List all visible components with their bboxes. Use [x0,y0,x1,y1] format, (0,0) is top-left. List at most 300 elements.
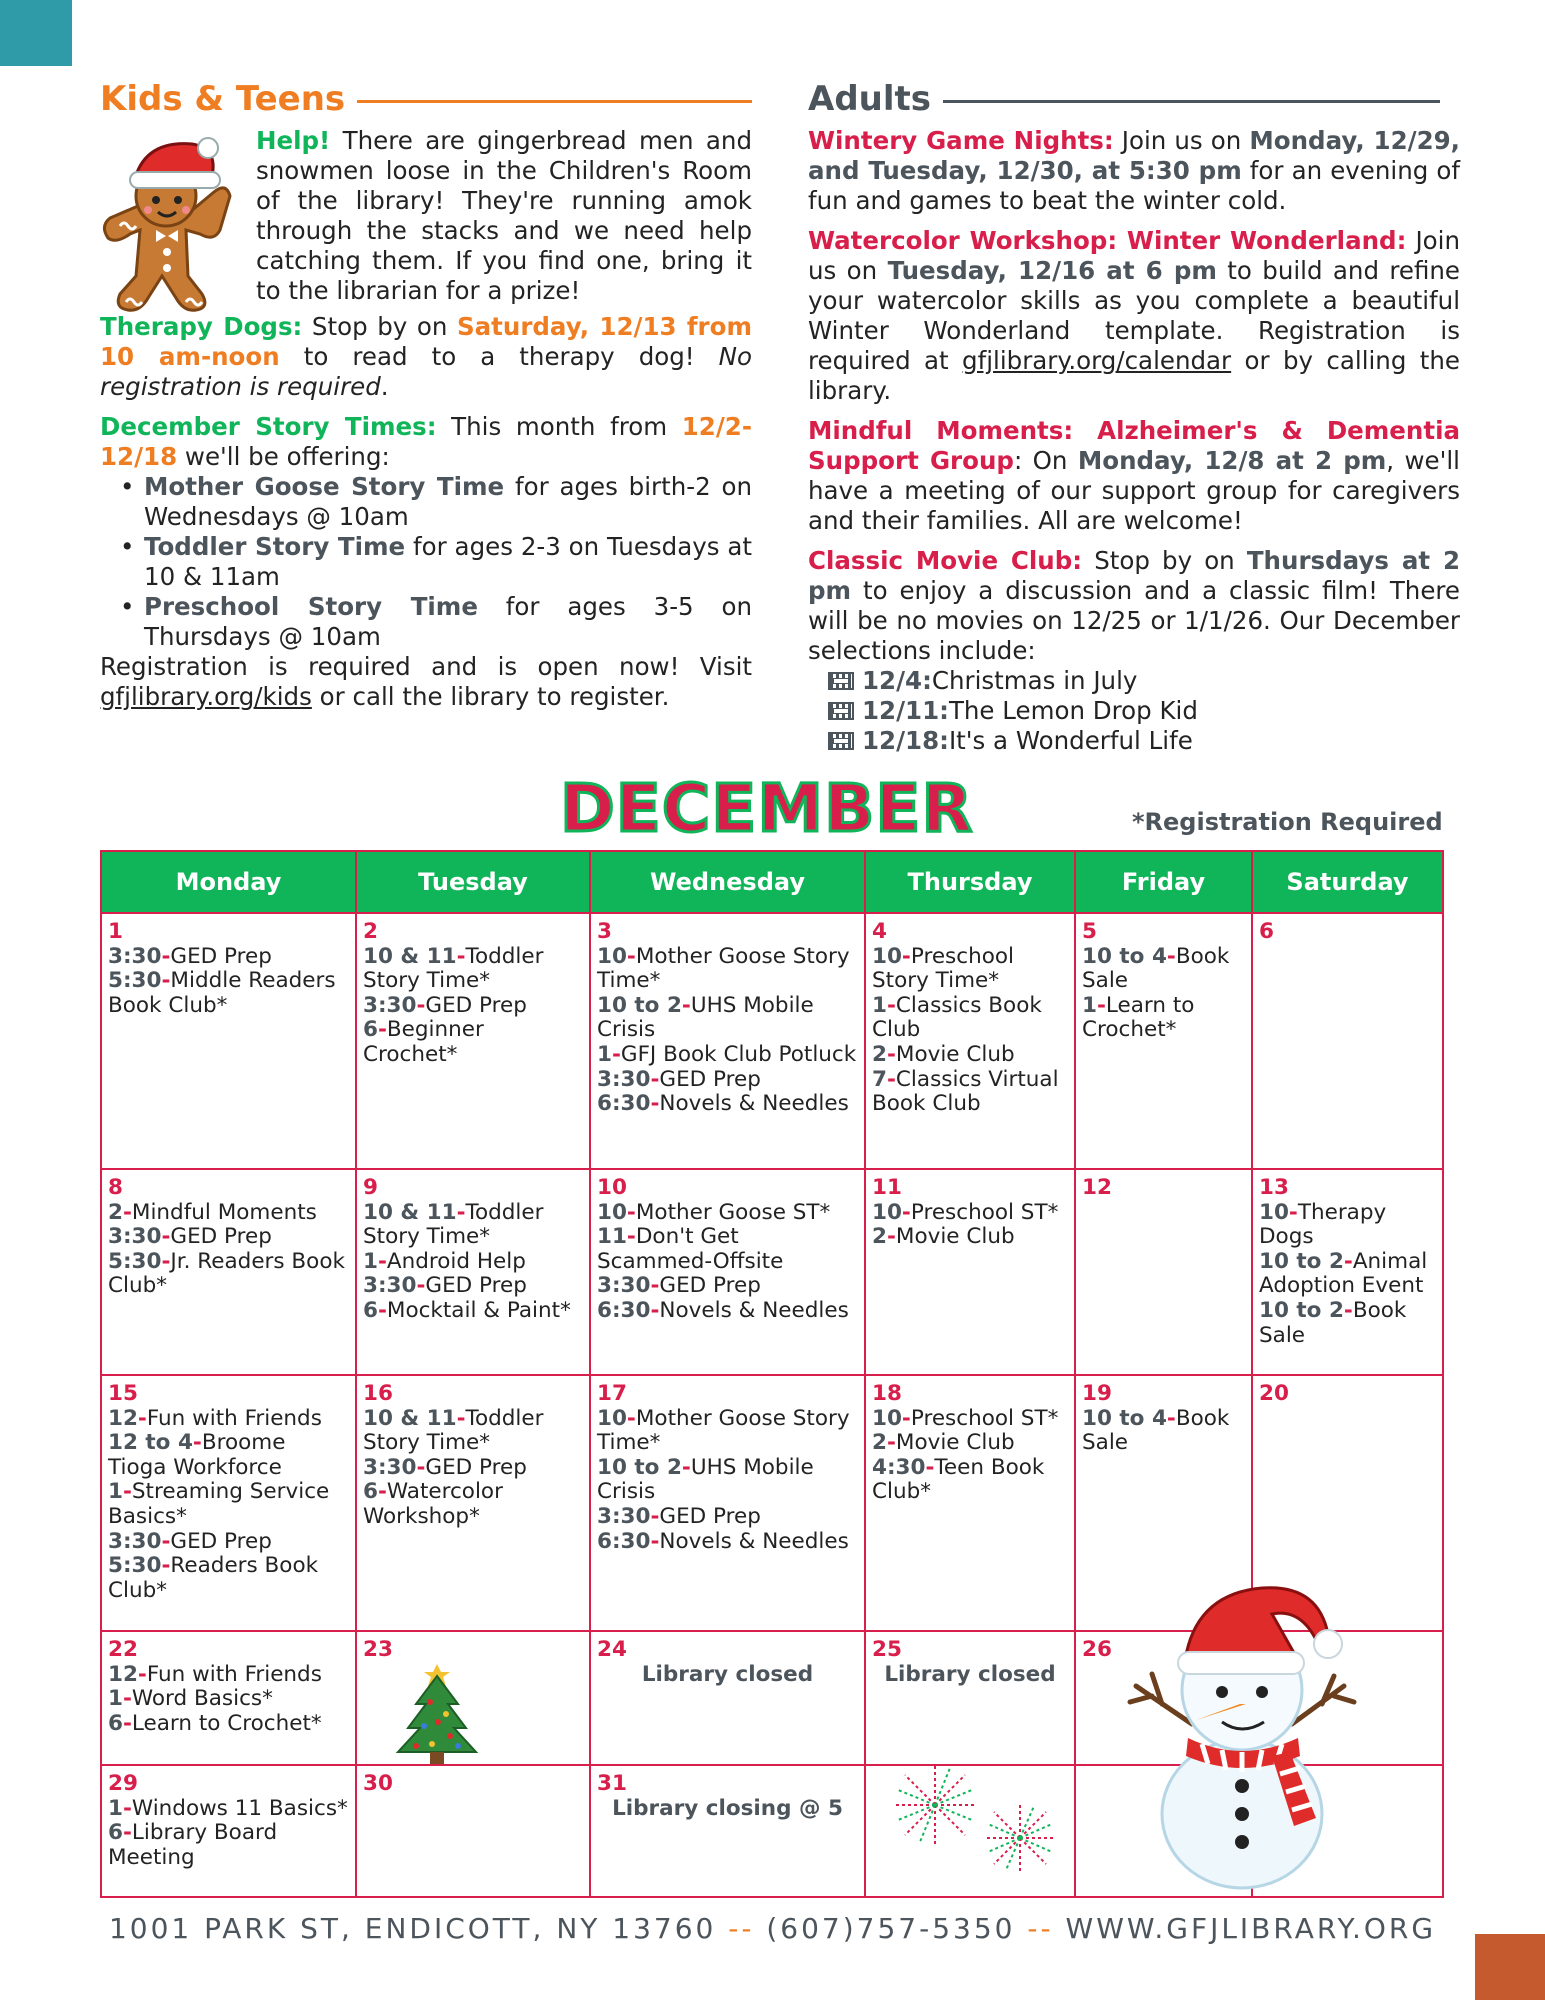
event-time: 3:30 [597,1273,651,1299]
calendar-day-cell [101,913,356,1169]
calendar-event [108,1407,349,1432]
footer-phone[interactable]: (607)757-5350 [766,1912,1016,1945]
story-lead: December Story Times: [100,412,437,441]
event-time: 6:30 [597,1091,651,1117]
event-time: 10 [597,1199,627,1225]
calendar-day-cell [865,913,1075,1169]
calendar-day-cell [865,1169,1075,1375]
event-dash: - [122,1795,132,1821]
film-title: The Lemon Drop Kid [948,696,1198,725]
event-time: 4:30 [872,1454,926,1480]
registration-note: *Registration Required [1132,808,1443,836]
event-time: 5:30 [108,1553,162,1579]
calendar-day-cell [590,913,865,1169]
day-number: 17 [597,1381,627,1406]
film-frames-icon [828,732,854,750]
calendar-event [108,1225,349,1250]
story-item-desc: for ages 3-5 on Thursdays @ 10am [144,592,752,651]
day-number: 23 [363,1637,393,1662]
event-time: 7 [872,1066,887,1092]
day-header: Saturday [1252,851,1443,913]
calendar-day-cell [101,1631,356,1765]
film-list [828,666,1460,756]
calendar-day-cell [865,1631,1075,1765]
event-name: Mother Goose Story Time* [597,1405,850,1456]
calendar-event [108,1431,349,1480]
adults-section [808,76,1460,756]
event-time: 1 [597,1041,612,1067]
game-text-1: Join us on [1113,126,1250,155]
day-number: 15 [108,1381,138,1406]
calendar-event [597,1092,858,1117]
mindful-paragraph [808,416,1460,536]
table-row [101,913,1443,1169]
day-number: 22 [108,1637,138,1662]
calendar-event [363,1250,583,1275]
kids-reg-text-1: Registration is required and is open now! Visit [100,652,752,681]
game-text-2: for an evening of fun and games to beat the winter cold. [808,156,1460,215]
film-frames-icon [828,702,854,720]
calendar-day-cell [356,1765,590,1897]
film-title: Christmas in July [931,666,1138,695]
calendar-day-cell [590,1375,865,1631]
calendar-event [1259,1299,1436,1348]
kids-header-rule [357,100,752,103]
event-time: 12 [108,1661,138,1687]
event-dash: - [416,1273,426,1299]
kids-reg-text-2: or call the library to register. [311,682,670,711]
adults-title: Adults [808,79,932,119]
event-name: Jr. Readers Book Club* [108,1248,345,1299]
movie-when: Thursdays at 2 pm [808,546,1460,605]
calendar-event [597,1068,858,1093]
event-name: Movie Club [895,1430,1015,1456]
list-item [110,472,752,532]
event-dash: - [161,1224,171,1250]
list-item [828,666,1460,696]
day-number: 9 [363,1175,378,1200]
calendar-day-cell [1075,913,1252,1169]
help-lead: Help! [256,126,331,155]
event-time: 2 [872,1041,887,1067]
calendar-day-cell [356,913,590,1169]
event-time: 10 & 11 [363,943,457,969]
water-when: Tuesday, 12/16 at 6 pm [887,256,1217,285]
event-name: Fun with Friends [146,1405,322,1431]
event-dash: - [626,1224,636,1250]
event-dash: - [137,1661,147,1687]
calendar-day-cell [865,1375,1075,1631]
event-name: Beginner Crochet* [363,1017,484,1067]
event-dash: - [901,943,911,969]
event-name: Toddler Story Time* [363,1405,544,1456]
event-time: 10 to 2 [597,1454,682,1480]
event-time: 11 [597,1224,627,1250]
event-dash: - [650,1297,660,1323]
watercolor-paragraph [808,226,1460,406]
day-number: 3 [597,919,612,944]
calendar-day-cell [1075,1169,1252,1375]
water-lead: Watercolor Workshop: Winter Wonderland: [808,226,1407,255]
event-name: Book Sale [1259,1297,1407,1348]
event-dash: - [456,1199,466,1225]
event-name: Android Help [386,1248,526,1274]
event-name: Novels & Needles [659,1297,849,1323]
event-name: Mother Goose Story Time* [597,943,850,994]
event-dash: - [122,1686,132,1712]
day-number: 24 [597,1637,627,1662]
calendar-day-cell [356,1375,590,1631]
event-name: GED Prep [170,1224,272,1250]
kids-registration-paragraph [100,652,752,712]
calendar-event [597,945,858,994]
calendar-event [363,1299,583,1324]
adults-header [808,76,1460,122]
event-dash: - [377,1017,387,1043]
film-date: 12/18: [862,726,949,755]
closed-notice: Library closing @ 5 [612,1795,843,1821]
movie-club-paragraph [808,546,1460,666]
event-name: Teen Book Club* [872,1454,1045,1505]
story-range: 12/2-12/18 [100,412,753,471]
water-text-3: or by calling the library. [808,346,1460,405]
event-dash: - [161,943,171,969]
event-name: Preschool Story Time* [872,943,1014,994]
event-name: GED Prep [170,943,272,969]
calendar-day-cell [101,1765,356,1897]
event-time: 10 [872,943,902,969]
event-dash: - [650,1528,660,1554]
event-name: Library Board Meeting [108,1820,278,1870]
therapy-end: . [380,372,389,401]
day-number: 29 [108,1771,138,1796]
day-number: 30 [363,1771,393,1796]
therapy-lead: Therapy Dogs: [100,312,303,341]
day-header: Thursday [865,851,1075,913]
calendar-event [872,1456,1068,1505]
event-time: 1 [872,992,887,1018]
calendar-event [872,1225,1068,1250]
event-time: 6 [363,1017,378,1043]
footer-separator: -- [728,1912,755,1945]
event-name: GED Prep [425,1454,527,1480]
calendar-event [108,1687,349,1712]
event-dash: - [886,1224,896,1250]
list-item [828,696,1460,726]
calendar-event [597,1505,858,1530]
day-number: 25 [872,1637,902,1662]
calendar-event [872,1201,1068,1226]
calendar-day-cell [590,1631,865,1765]
event-name: Learn to Crochet* [131,1710,322,1736]
event-dash: - [626,1199,636,1225]
event-dash: - [122,1479,132,1505]
story-text-1: This month from [436,412,682,441]
event-name: Novels & Needles [659,1528,849,1554]
event-dash: - [1096,992,1106,1018]
event-time: 10 to 2 [1259,1248,1344,1274]
event-time: 12 to 4 [108,1430,193,1456]
calendar-day-cell [356,1169,590,1375]
event-dash: - [122,1820,132,1846]
event-name: Streaming Service Basics* [108,1479,330,1529]
story-item-name: Mother Goose Story Time [144,472,505,501]
story-times-paragraph [100,412,752,472]
calendar-event [597,1299,858,1324]
event-time: 3:30 [597,1066,651,1092]
day-number: 19 [1082,1381,1112,1406]
day-header: Tuesday [356,851,590,913]
event-dash: - [626,943,636,969]
calendar-day-cell [590,1765,865,1897]
list-item [828,726,1460,756]
event-time: 6 [108,1710,123,1736]
footer-address: 1001 PARK ST, ENDICOTT, NY 13760 [108,1912,717,1945]
calendar-event [363,945,583,994]
event-dash: - [886,1041,896,1067]
event-name: GED Prep [425,1273,527,1299]
event-dash: - [161,1528,171,1554]
game-lead: Wintery Game Nights: [808,126,1114,155]
event-name: UHS Mobile Crisis [597,992,814,1043]
snowman-icon [1122,1574,1362,1894]
kids-title: Kids & Teens [100,79,346,119]
water-text-1: Join us on [808,226,1461,285]
day-number: 12 [1082,1175,1112,1200]
event-name: GED Prep [659,1273,761,1299]
calendar-event [1259,1250,1436,1299]
event-name: Mother Goose ST* [635,1199,831,1225]
therapy-text-1: Stop by on [302,312,457,341]
calendar-event [363,1018,583,1067]
event-name: Readers Book Club* [108,1553,319,1603]
event-time: 10 to 4 [1082,943,1167,969]
calendar-day-cell [590,1169,865,1375]
event-name: GED Prep [659,1503,761,1529]
therapy-when: Saturday, 12/13 from 10 am-noon [100,312,753,371]
story-times-list [110,472,752,652]
event-dash: - [161,1553,171,1579]
event-time: 5:30 [108,968,162,994]
event-dash: - [161,968,171,994]
movie-lead: Classic Movie Club: [808,546,1083,575]
event-time: 2 [108,1199,123,1225]
film-frames-icon [828,672,854,690]
mind-lead: Mindful Moments: Alzheimer's & Dementia Support Group [808,416,1460,475]
calendar-event [1259,1201,1436,1250]
day-number: 11 [872,1175,902,1200]
event-dash: - [1288,1199,1298,1225]
calendar-event [872,1043,1068,1068]
event-name: Toddler Story Time* [363,943,544,994]
footer-separator: -- [1027,1912,1054,1945]
calendar-day-cell [101,1169,356,1375]
event-dash: - [901,1405,911,1431]
movie-text-2: to enjoy a discussion and a classic film! There will be no movies on 12/25 or 1/1/26. Our December selections include: [808,576,1460,665]
event-name: Watercolor Workshop* [363,1479,503,1529]
kids-link[interactable]: gfjlibrary.org/kids [100,682,312,711]
fireworks-icon [880,1760,1080,1880]
calendar-event [108,1821,349,1870]
day-number: 6 [1259,919,1274,944]
event-dash: - [122,1199,132,1225]
event-dash: - [925,1454,935,1480]
day-number: 4 [872,919,887,944]
event-name: Book Sale [1082,943,1230,994]
calendar-event [872,994,1068,1043]
calendar-event [597,1456,858,1505]
help-paragraph [256,126,752,306]
event-dash: - [137,1405,147,1431]
event-name: UHS Mobile Crisis [597,1454,814,1505]
event-dash: - [456,1405,466,1431]
therapy-dogs-paragraph [100,312,752,402]
calendar-event [108,1250,349,1299]
calendar-title: DECEMBER [560,770,974,847]
closed-notice: Library closed [884,1661,1056,1687]
event-name: GED Prep [659,1066,761,1092]
event-dash: - [456,943,466,969]
film-title: It's a Wonderful Life [948,726,1193,755]
calendar-event [363,994,583,1019]
event-time: 3:30 [363,1454,417,1480]
event-time: 3:30 [363,1273,417,1299]
calendar-event [108,1712,349,1737]
event-time: 6:30 [597,1528,651,1554]
event-dash: - [901,1199,911,1225]
calendar-link[interactable]: gfjlibrary.org/calendar [962,346,1232,375]
footer-contact [0,1912,1545,1945]
calendar-day-cell [1252,913,1443,1169]
event-dash: - [886,992,896,1018]
event-time: 3:30 [108,1224,162,1250]
event-time: 10 [597,1405,627,1431]
event-name: GED Prep [425,992,527,1018]
calendar-event [108,969,349,1018]
day-number: 5 [1082,919,1097,944]
event-name: Learn to Crochet* [1082,992,1195,1043]
calendar-event [872,945,1068,994]
event-dash: - [416,1454,426,1480]
event-name: Fun with Friends [146,1661,322,1687]
calendar-event [597,994,858,1043]
event-name: Middle Readers Book Club* [108,968,336,1018]
event-name: GED Prep [170,1528,272,1554]
event-time: 6 [363,1297,378,1323]
day-number: 1 [108,919,123,944]
day-number: 26 [1082,1637,1112,1662]
event-time: 6 [363,1479,378,1505]
calendar-event [597,1530,858,1555]
event-name: Classics Virtual Book Club [872,1066,1059,1117]
calendar-event [872,1407,1068,1432]
calendar-header-row [101,851,1443,913]
calendar-event [108,1797,349,1822]
story-text-2: we'll be offering: [177,442,390,471]
calendar-event [363,1201,583,1250]
calendar-event [108,1554,349,1603]
event-time: 3:30 [363,992,417,1018]
event-dash: - [681,1454,691,1480]
event-dash: - [161,1248,171,1274]
event-time: 10 [872,1405,902,1431]
event-time: 2 [872,1430,887,1456]
event-name: Broome Tioga Workforce [108,1430,286,1480]
event-name: Word Basics* [131,1686,273,1712]
event-dash: - [650,1066,660,1092]
footer-website[interactable]: WWW.GFJLIBRARY.ORG [1065,1912,1437,1945]
calendar-event [1082,945,1245,994]
film-date: 12/4: [862,666,932,695]
calendar-event [597,1225,858,1274]
day-number: 18 [872,1381,902,1406]
event-name: Mocktail & Paint* [386,1297,571,1323]
closed-notice: Library closed [641,1661,814,1687]
event-dash: - [650,1091,660,1117]
calendar-event [363,1274,583,1299]
event-dash: - [416,992,426,1018]
day-header: Friday [1075,851,1252,913]
event-time: 6 [108,1820,123,1846]
event-dash: - [1166,1405,1176,1431]
water-text-2: to build and refine your watercolor skills as you complete a beautiful Winter Wonderland template. Registration is required at [808,256,1461,375]
mind-text-2: , we'll have a meeting of our support group for caregivers and their families. All are welcome! [808,446,1460,535]
event-dash: - [1166,943,1176,969]
calendar-event [597,1407,858,1456]
corner-accent-top-left [0,0,72,66]
day-header: Monday [101,851,356,913]
calendar-event [108,945,349,970]
event-name: Therapy Dogs [1259,1199,1387,1250]
event-time: 1 [1082,992,1097,1018]
calendar-event [108,1530,349,1555]
event-time: 1 [108,1479,123,1505]
event-time: 3:30 [108,1528,162,1554]
calendar-event [1082,1407,1245,1456]
calendar-event [597,1201,858,1226]
event-dash: - [192,1430,202,1456]
event-dash: - [1343,1297,1353,1323]
calendar-event [363,1480,583,1529]
event-dash: - [886,1066,896,1092]
event-name: Don't Get Scammed-Offsite [597,1224,784,1274]
help-text: There are gingerbread men and snowmen loose in the Children's Room of the library! They're running amok through the stacks and we need help catching them. If you find one, bring it to the librarian for a prize! [256,126,752,305]
calendar-event [872,1068,1068,1117]
mind-when: Monday, 12/8 at 2 pm [1077,446,1387,475]
day-number: 31 [597,1771,627,1796]
event-name: Movie Club [895,1041,1015,1067]
calendar-event [1082,994,1245,1043]
story-item-desc: for ages birth-2 on Wednesdays @ 10am [144,472,752,531]
event-time: 12 [108,1405,138,1431]
event-dash: - [377,1297,387,1323]
day-number: 16 [363,1381,393,1406]
calendar-event [363,1407,583,1456]
calendar-event [597,1274,858,1299]
calendar-day-cell [101,1375,356,1631]
calendar-event [108,1480,349,1529]
event-name: Movie Club [895,1224,1015,1250]
list-item [110,532,752,592]
event-name: Novels & Needles [659,1091,849,1117]
event-time: 1 [363,1248,378,1274]
event-time: 5:30 [108,1248,162,1274]
event-time: 1 [108,1795,123,1821]
event-dash: - [611,1041,621,1067]
adults-header-rule [943,100,1440,103]
story-item-name: Preschool Story Time [144,592,478,621]
event-dash: - [377,1479,387,1505]
